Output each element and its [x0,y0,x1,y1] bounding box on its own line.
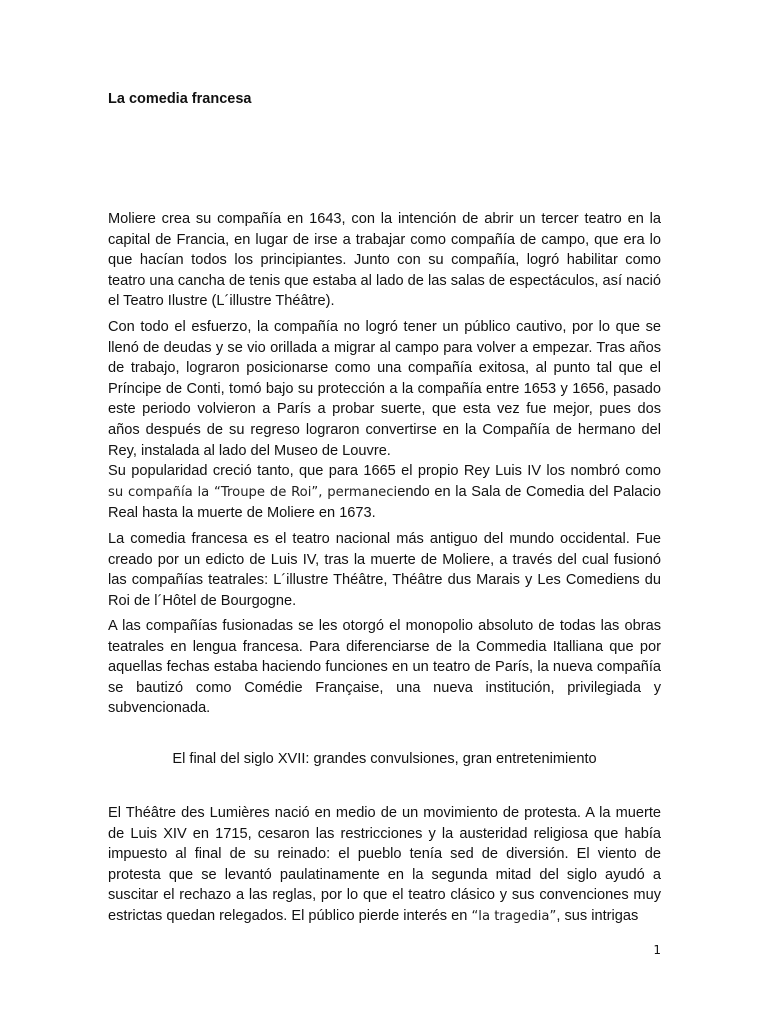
paragraph-1: Moliere crea su compañía en 1643, con la intención de abrir un tercer teatro en la capital de Francia, en lugar de irse a trabajar como compañía de campo, que era lo que hacían todos los principiantes. Junto con su compañía, logró habilitar como teatro una cancha de tenis que estaba al lado de las salas de espectáculos, así nació el Teatro Ilustre (L´illustre Théâtre). [108,211,661,310]
paragraph-7-end: , sus intrigas [556,907,639,924]
paragraph-3 [108,461,661,524]
paragraph-3-end: endo en la Sala de Comedia del Palacio Real hasta la muerte de Moliere en 1673. [108,483,662,522]
paragraph-7-start: El Théâtre des Lumières nació en medio de un movimiento de protesta. A la muerte de Luis XIV en 1715, cesaron las restricciones y la austeridad religiosa que había impuesto al final de su reinado: el pueblo tenía sed de diversión. El viento de protesta que se levantó paulatinamente en la segunda mitad del siglo ayudó a suscitar el rechazo a las reglas, por lo que el teatro clásico y sus convenciones muy estrictas quedan relegados. El público pierde interés en [108,805,661,924]
paragraph-5: A las compañías fusionadas se les otorgó el monopolio absoluto de todas las obras teatrales en lengua francesa. Para diferenciarse de la Commedia Italliana que por aquellas fechas estaba haciendo funciones en un teatro de París, la nueva compañía se bautizó como Comédie Française, una nueva institución, privilegiada y subvencionada. [108,618,661,717]
paragraph-3-start: Su popularidad creció tanto, que para 1665 el propio Rey Luis IV los nombró como [108,463,661,479]
paragraph-3-alt-font-segment: su compañía la “Troupe de Roi”, permaneci [108,484,398,500]
document-title: La comedia francesa [108,91,252,107]
paragraph-7 [108,803,661,928]
paragraph-4: La comedia francesa es el teatro nacional más antiguo del mundo occidental. Fue creado por un edicto de Luis IV, tras la muerte de Moliere, a través del cual fusionó las compañías teatrales: L´illustre Théâtre, Théâtre dus Marais y Les Comediens du Roi de l´Hôtel de Bourgogne. [108,531,661,609]
paragraph-2: Con todo el esfuerzo, la compañía no logró tener un público cautivo, por lo que se llenó de deudas y se vio orillada a migrar al campo para volver a empezar. Tras años de trabajo, lograron posicionarse como una compañía exitosa, al punto tal que el Príncipe de Conti, tomó bajo su protección a la compañía entre 1653 y 1656, pasado este periodo volvieron a París a probar suerte, que esta vez fue mejor, pues dos años después de su regreso lograron convertirse en la Compañía de hermano del Rey, instalada al lado del Museo de Louvre. [108,319,661,459]
section-subtitle: El final del siglo XVII: grandes convulsiones, gran entretenimiento [172,751,597,767]
page-number: 1 [653,943,661,957]
paragraph-7-alt-font-segment: “la tragedia” [471,908,557,924]
